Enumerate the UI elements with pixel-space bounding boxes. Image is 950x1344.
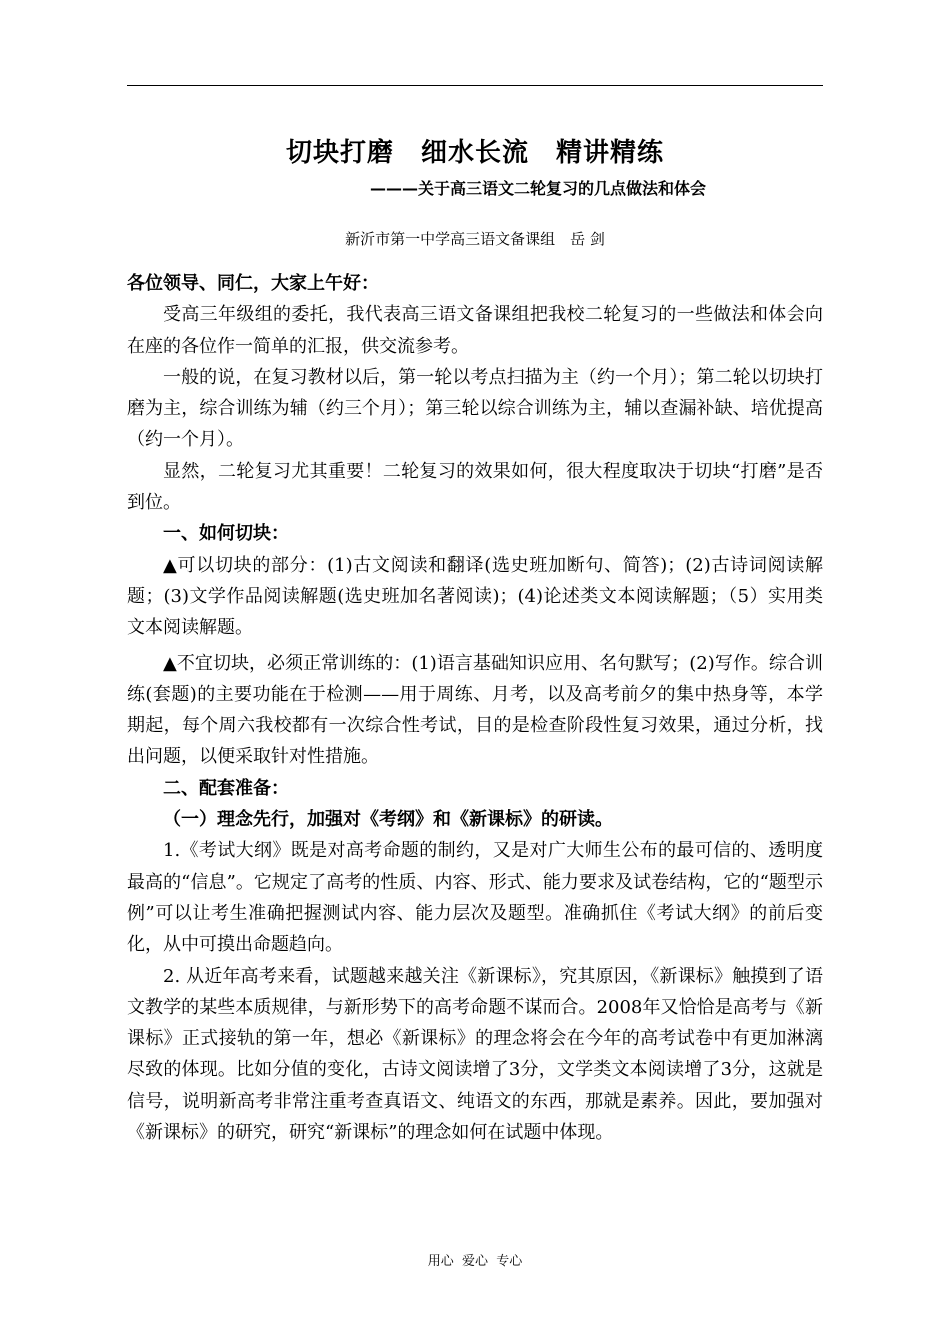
paragraph-1: 受高三年级组的委托，我代表高三语文备课组把我校二轮复习的一些做法和体会向在座的各位作一简单的汇报，供交流参考。 (127, 304, 823, 357)
paragraph-3: 显然，二轮复习尤其重要！二轮复习的效果如何，很大程度取决于切块“打磨”是否到位。 (127, 460, 823, 514)
greeting: 各位领导、同仁，大家上午好： (127, 273, 379, 294)
section-heading-1: 一、如何切块： (163, 523, 289, 545)
paragraph-7: 2. 从近年高考来看，试题越来越关注《新课标》，究其原因，《新课标》触摸到了语文教学的某些本质规律，与新形势下的高考命题不谋而合。2008年又恰恰是高考与《新课标》正式接轨的第一年，想必《新课标》的理念将会在今年的高考试卷中有更加淋漓尽致的体现。比如分值的变化，古诗文阅读增了3分，文学类文本阅读增了3分，这就是信号，说明新高考非常注重考查真语文、纯语文的东西，那就是素养。因此，要加强对《新课标》的研究，研究“新课标”的理念如何在试题中体现。 (127, 965, 823, 1144)
document-title: 切块打磨 细水长流 精讲精练 (285, 138, 664, 168)
subsection-heading-1: （一）理念先行，加强对《考纲》和《新课标》的研读。 (163, 809, 613, 831)
document-subtitle: ———关于高三语文二轮复习的几点做法和体会 (370, 179, 707, 198)
paragraph-6: 1.《考试大纲》既是对高考命题的制约，又是对广大师生公布的最可信的、透明度最高的“信息”。它规定了高考的性质、内容、形式、能力要求及试卷结构，它的“题型示例”可以让考生准确把握测试内容、能力层次及题型。准确抓住《考试大纲》的前后变化，从中可摸出命题趋向。 (127, 840, 823, 956)
header-rule (127, 85, 823, 86)
paragraph-4: ▲可以切块的部分：(1)古文阅读和翻译(选史班加断句、简答)；(2)古诗词阅读解题；(3)文学作品阅读解题(选史班加名著阅读)；(4)论述类文本阅读解题；（5）实用类文本阅读解题。 (127, 554, 823, 639)
paragraph-5: ▲不宜切块，必须正常训练的：(1)语言基础知识应用、名句默写；(2)写作。综合训练(套题)的主要功能在于检测——用于周练、月考，以及高考前夕的集中热身等，本学期起，每个周六我校都有一次综合性考试，目的是检查阶段性复习效果，通过分析，找出问题，以便采取针对性措施。 (127, 652, 823, 768)
author-line: 新沂市第一中学高三语文备课组 岳 剑 (345, 230, 605, 248)
paragraph-2: 一般的说，在复习教材以后，第一轮以考点扫描为主（约一个月）；第二轮以切块打磨为主，综合训练为辅（约三个月）；第三轮以综合训练为主，辅以查漏补缺、培优提高（约一个月）。 (127, 366, 823, 451)
section-heading-2: 二、配套准备： (163, 777, 289, 799)
page-footer: 用心 爱心 专心 (427, 1254, 523, 1269)
document-body (127, 268, 823, 1148)
